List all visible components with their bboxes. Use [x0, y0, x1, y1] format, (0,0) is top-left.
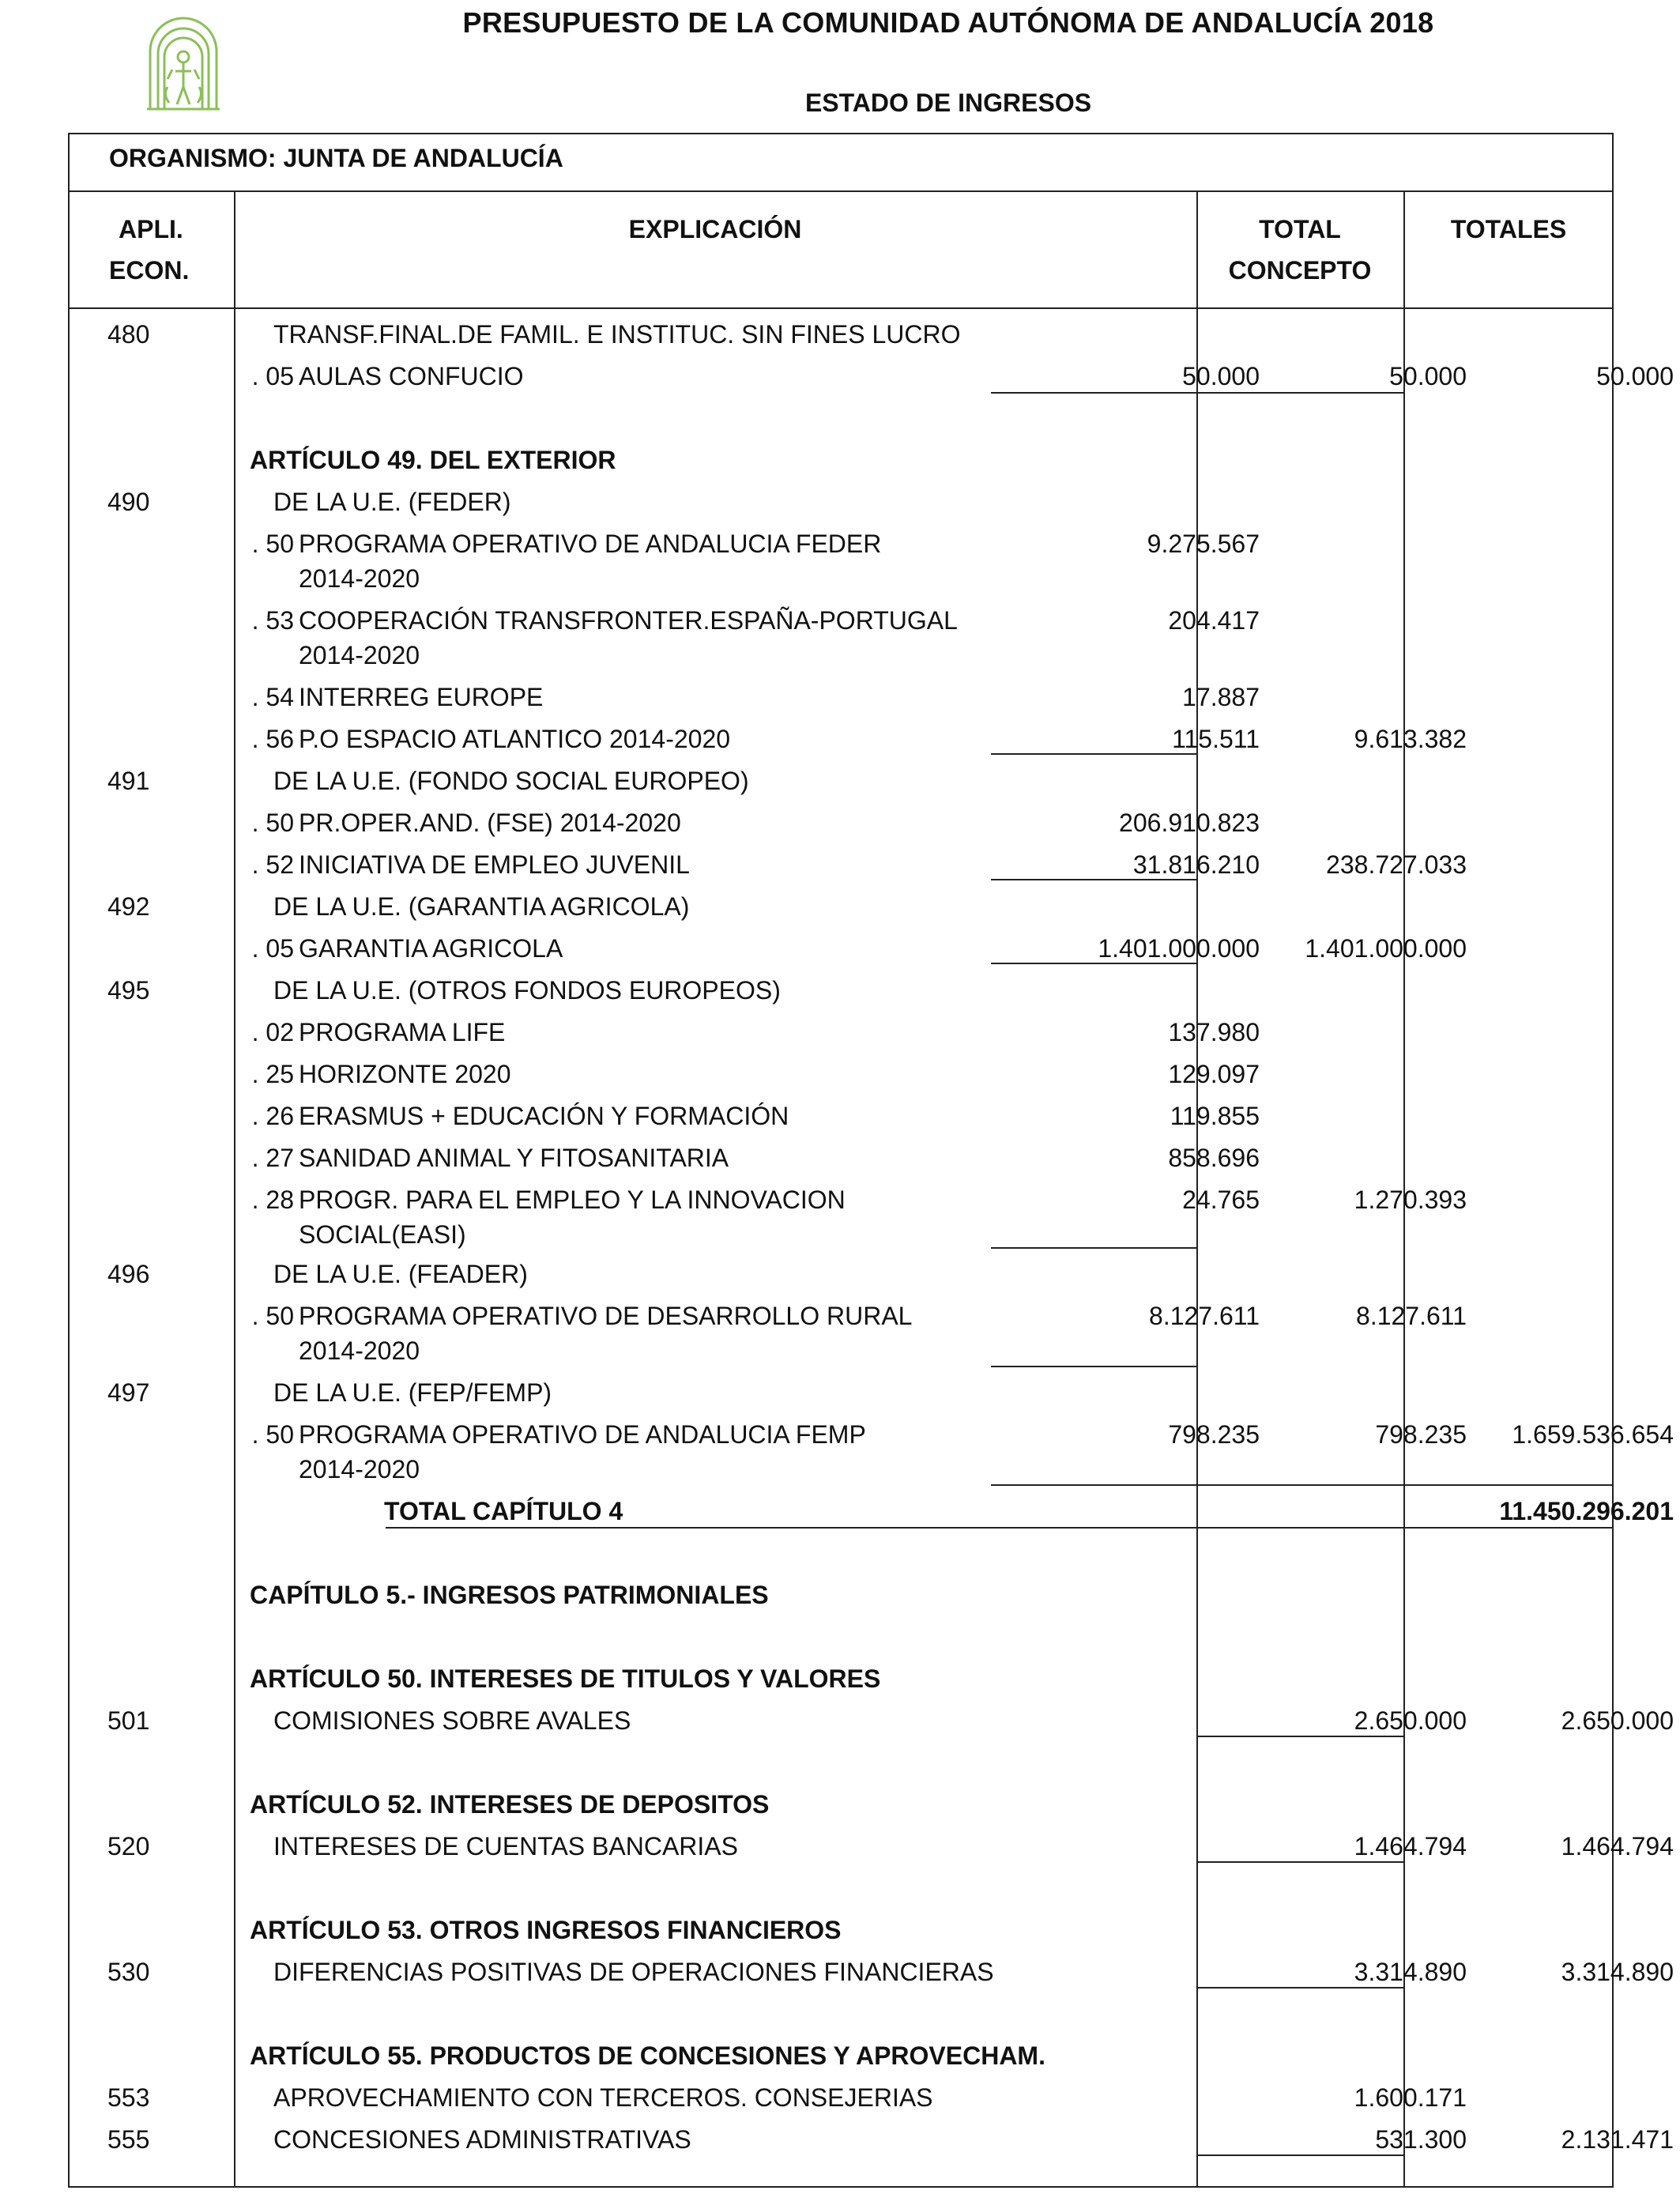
header-divider [68, 307, 1614, 309]
row-value-concepto: 1.270.393 [1354, 1186, 1467, 1214]
junta-andalucia-emblem-icon [144, 8, 223, 115]
table-row [68, 1332, 1614, 1374]
row-label: PR.OPER.AND. (FSE) 2014-2020 [299, 809, 681, 837]
underline [991, 753, 1196, 755]
article-heading: ARTÍCULO 53. OTROS INGRESOS FINANCIEROS [250, 1916, 842, 1944]
row-code: 555 [107, 2125, 150, 2154]
row-subcode: . 54 [251, 683, 294, 711]
row-label: DIFERENCIAS POSITIVAS DE OPERACIONES FINANCIERAS [273, 1958, 994, 1986]
row-label: TRANSF.FINAL.DE FAMIL. E INSTITUC. SIN FINES LUCRO [273, 320, 961, 349]
row-label: 2014-2020 [299, 1336, 420, 1365]
page-title: PRESUPUESTO DE LA COMUNIDAD AUTÓNOMA DE ANDALUCÍA 2018 [462, 6, 1434, 39]
underline [991, 879, 1196, 880]
underline [991, 1247, 1196, 1249]
row-value-concepto: 3.314.890 [1354, 1958, 1467, 1986]
table-row [68, 1827, 1674, 1869]
row-value-partial: 204.417 [1168, 606, 1260, 635]
row-label: DE LA U.E. (FEP/FEMP) [273, 1378, 552, 1407]
row-value-concepto: 50.000 [1389, 362, 1467, 390]
row-subcode: . 53 [251, 606, 294, 635]
table-row [68, 1013, 1614, 1055]
row-value-partial: 119.855 [1170, 1102, 1260, 1130]
table-row [68, 1785, 1614, 1827]
row-label: INICIATIVA DE EMPLEO JUVENIL [299, 850, 690, 879]
row-value-partial: 9.275.567 [1147, 530, 1260, 558]
col-header-econ: ECON. [109, 256, 190, 285]
underline [1196, 1736, 1403, 1737]
table-row [68, 1097, 1614, 1139]
row-subcode: . 05 [251, 934, 294, 963]
table-row [68, 678, 1614, 720]
row-code: 497 [107, 1378, 150, 1407]
organismo-label: ORGANISMO: JUNTA DE ANDALUCÍA [109, 144, 563, 172]
row-label: SANIDAD ANIMAL Y FITOSANITARIA [299, 1144, 729, 1172]
row-value-partial: 8.127.611 [1149, 1302, 1260, 1330]
row-value-totales: 3.314.890 [1561, 1958, 1674, 1986]
row-label: APROVECHAMIENTO CON TERCEROS. CONSEJERIAS [273, 2083, 933, 2112]
row-label: INTERESES DE CUENTAS BANCARIAS [273, 1832, 738, 1860]
row-value-partial: 50.000 [1182, 362, 1260, 390]
row-subcode: . 26 [251, 1102, 294, 1130]
row-code: 520 [107, 1832, 150, 1860]
row-subcode: . 27 [251, 1144, 294, 1172]
row-label: 2014-2020 [299, 1455, 420, 1483]
col-header-apli: APLI. [119, 215, 183, 243]
row-value-partial: 31.816.210 [1132, 850, 1260, 879]
row-value-concepto: 1.401.000.000 [1305, 934, 1467, 963]
row-label: P.O ESPACIO ATLANTICO 2014-2020 [299, 725, 731, 753]
underline [991, 1484, 1614, 1486]
row-code: 496 [107, 1260, 150, 1288]
row-label: 2014-2020 [299, 564, 420, 593]
row-value-concepto: 9.613.382 [1354, 725, 1467, 753]
row-value-partial: 798.235 [1168, 1420, 1260, 1449]
table-row [68, 2079, 1614, 2120]
row-label: PROGRAMA OPERATIVO DE ANDALUCIA FEMP [299, 1420, 866, 1449]
col-header-concepto: CONCEPTO [1228, 256, 1372, 285]
table-row [68, 2037, 1614, 2079]
table-row [68, 1911, 1614, 1953]
row-label: ERASMUS + EDUCACIÓN Y FORMACIÓN [299, 1102, 789, 1130]
row-label: SOCIAL(EASI) [299, 1220, 466, 1249]
row-value-partial: 24.765 [1182, 1186, 1260, 1214]
row-subcode: . 25 [251, 1060, 294, 1088]
row-code: 553 [107, 2083, 150, 2112]
table-row [68, 1139, 1614, 1181]
table-row [68, 929, 1614, 971]
chapter-heading: CAPÍTULO 5.- INGRESOS PATRIMONIALES [250, 1581, 769, 1609]
row-code: 501 [107, 1706, 150, 1735]
row-value-partial: 858.696 [1168, 1144, 1260, 1172]
row-label: COMISIONES SOBRE AVALES [273, 1706, 631, 1735]
article-heading: ARTÍCULO 50. INTERESES DE TITULOS Y VALORES [250, 1664, 881, 1693]
row-label: 2014-2020 [299, 641, 420, 669]
row-subcode: . 05 [251, 362, 294, 390]
table-row [68, 762, 1614, 804]
row-label: COOPERACIÓN TRANSFRONTER.ESPAÑA-PORTUGAL [299, 606, 958, 635]
row-label: DE LA U.E. (OTROS FONDOS EUROPEOS) [273, 976, 781, 1005]
table-row [68, 636, 1614, 678]
underline [386, 1527, 1614, 1529]
article-heading: ARTÍCULO 52. INTERESES DE DEPOSITOS [250, 1790, 770, 1819]
row-value-concepto: 1.600.171 [1354, 2083, 1467, 2112]
underline [1196, 392, 1403, 394]
row-label: DE LA U.E. (FEDER) [273, 488, 511, 516]
row-label: PROGR. PARA EL EMPLEO Y LA INNOVACION [299, 1186, 846, 1214]
organismo-divider [68, 190, 1614, 192]
row-value-partial: 206.910.823 [1119, 809, 1260, 837]
row-value-totales: 2.650.000 [1561, 1706, 1674, 1735]
table-row [68, 1055, 1614, 1097]
row-value-totales: 1.464.794 [1561, 1832, 1674, 1860]
table-row [68, 1660, 1614, 1702]
row-label: HORIZONTE 2020 [299, 1060, 511, 1088]
table-row [68, 1450, 1614, 1492]
underline [1196, 2154, 1403, 2156]
row-label: AULAS CONFUCIO [299, 362, 524, 390]
row-code: 491 [107, 767, 150, 795]
underline [1196, 1861, 1403, 1863]
row-label: DE LA U.E. (FONDO SOCIAL EUROPEO) [273, 767, 749, 795]
row-code: 480 [107, 320, 150, 349]
underline [991, 963, 1196, 964]
row-value-partial: 137.980 [1168, 1018, 1260, 1046]
row-code: 490 [107, 488, 150, 516]
table-row [68, 888, 1614, 929]
col-header-explicacion: EXPLICACIÓN [628, 215, 802, 243]
row-value-totales: 50.000 [1596, 362, 1674, 390]
row-value-partial: 1.401.000.000 [1098, 934, 1260, 963]
underline [991, 392, 1196, 394]
table-row [68, 720, 1614, 762]
article-heading: ARTÍCULO 49. DEL EXTERIOR [250, 446, 616, 474]
row-label: DE LA U.E. (GARANTIA AGRICOLA) [273, 892, 690, 921]
row-value-partial: 17.887 [1182, 683, 1260, 711]
row-value-totales: 2.131.471 [1561, 2125, 1674, 2154]
row-subcode: . 52 [251, 850, 294, 879]
row-label: PROGRAMA OPERATIVO DE DESARROLLO RURAL [299, 1302, 913, 1330]
row-subcode: . 50 [251, 1420, 294, 1449]
row-code: 530 [107, 1958, 150, 1986]
page-subtitle: ESTADO DE INGRESOS [804, 89, 1092, 117]
row-label: GARANTIA AGRICOLA [299, 934, 563, 963]
row-subcode: . 50 [251, 809, 294, 837]
table-row [68, 971, 1614, 1013]
row-code: 495 [107, 976, 150, 1005]
row-value-concepto: 531.300 [1375, 2125, 1467, 2154]
table-row [68, 1953, 1674, 1995]
table-row [68, 1576, 1614, 1618]
row-subcode: . 50 [251, 1302, 294, 1330]
chapter-total-label: TOTAL CAPÍTULO 4 [384, 1497, 623, 1525]
table-row [68, 483, 1614, 525]
row-code: 492 [107, 892, 150, 921]
article-heading: ARTÍCULO 55. PRODUCTOS DE CONCESIONES Y APROVECHAM. [250, 2041, 1045, 2070]
table-row [68, 1374, 1614, 1416]
table-row [68, 846, 1614, 888]
chapter-total-value: 11.450.296.201 [1499, 1497, 1674, 1525]
row-value-partial: 129.097 [1168, 1060, 1260, 1088]
row-value-partial: 115.511 [1172, 725, 1260, 753]
row-label: CONCESIONES ADMINISTRATIVAS [273, 2125, 691, 2154]
underline [1196, 1987, 1403, 1989]
row-label: DE LA U.E. (FEADER) [273, 1260, 528, 1288]
row-subcode: . 56 [251, 725, 294, 753]
row-value-concepto: 1.464.794 [1354, 1832, 1467, 1860]
row-value-concepto: 238.727.033 [1326, 850, 1467, 879]
table-row [68, 1255, 1614, 1297]
table-row [68, 441, 1614, 483]
col-header-totales: TOTALES [1450, 215, 1567, 243]
row-value-concepto: 798.235 [1375, 1420, 1467, 1449]
row-value-totales: 1.659.536.654 [1512, 1420, 1674, 1449]
table-row [68, 1216, 1614, 1257]
row-value-concepto: 2.650.000 [1354, 1706, 1467, 1735]
table-row [68, 2120, 1674, 2162]
table-row [68, 1702, 1674, 1744]
table-row [68, 804, 1614, 846]
row-label: PROGRAMA LIFE [299, 1018, 506, 1046]
table-row [68, 315, 1614, 357]
row-value-concepto: 8.127.611 [1356, 1302, 1467, 1330]
table-row [68, 560, 1614, 601]
row-subcode: . 02 [251, 1018, 294, 1046]
row-subcode: . 28 [251, 1186, 294, 1214]
row-label: INTERREG EUROPE [299, 683, 544, 711]
row-subcode: . 50 [251, 530, 294, 558]
row-label: PROGRAMA OPERATIVO DE ANDALUCIA FEDER [299, 530, 882, 558]
underline [991, 1366, 1196, 1367]
col-header-total: TOTAL [1259, 215, 1341, 243]
